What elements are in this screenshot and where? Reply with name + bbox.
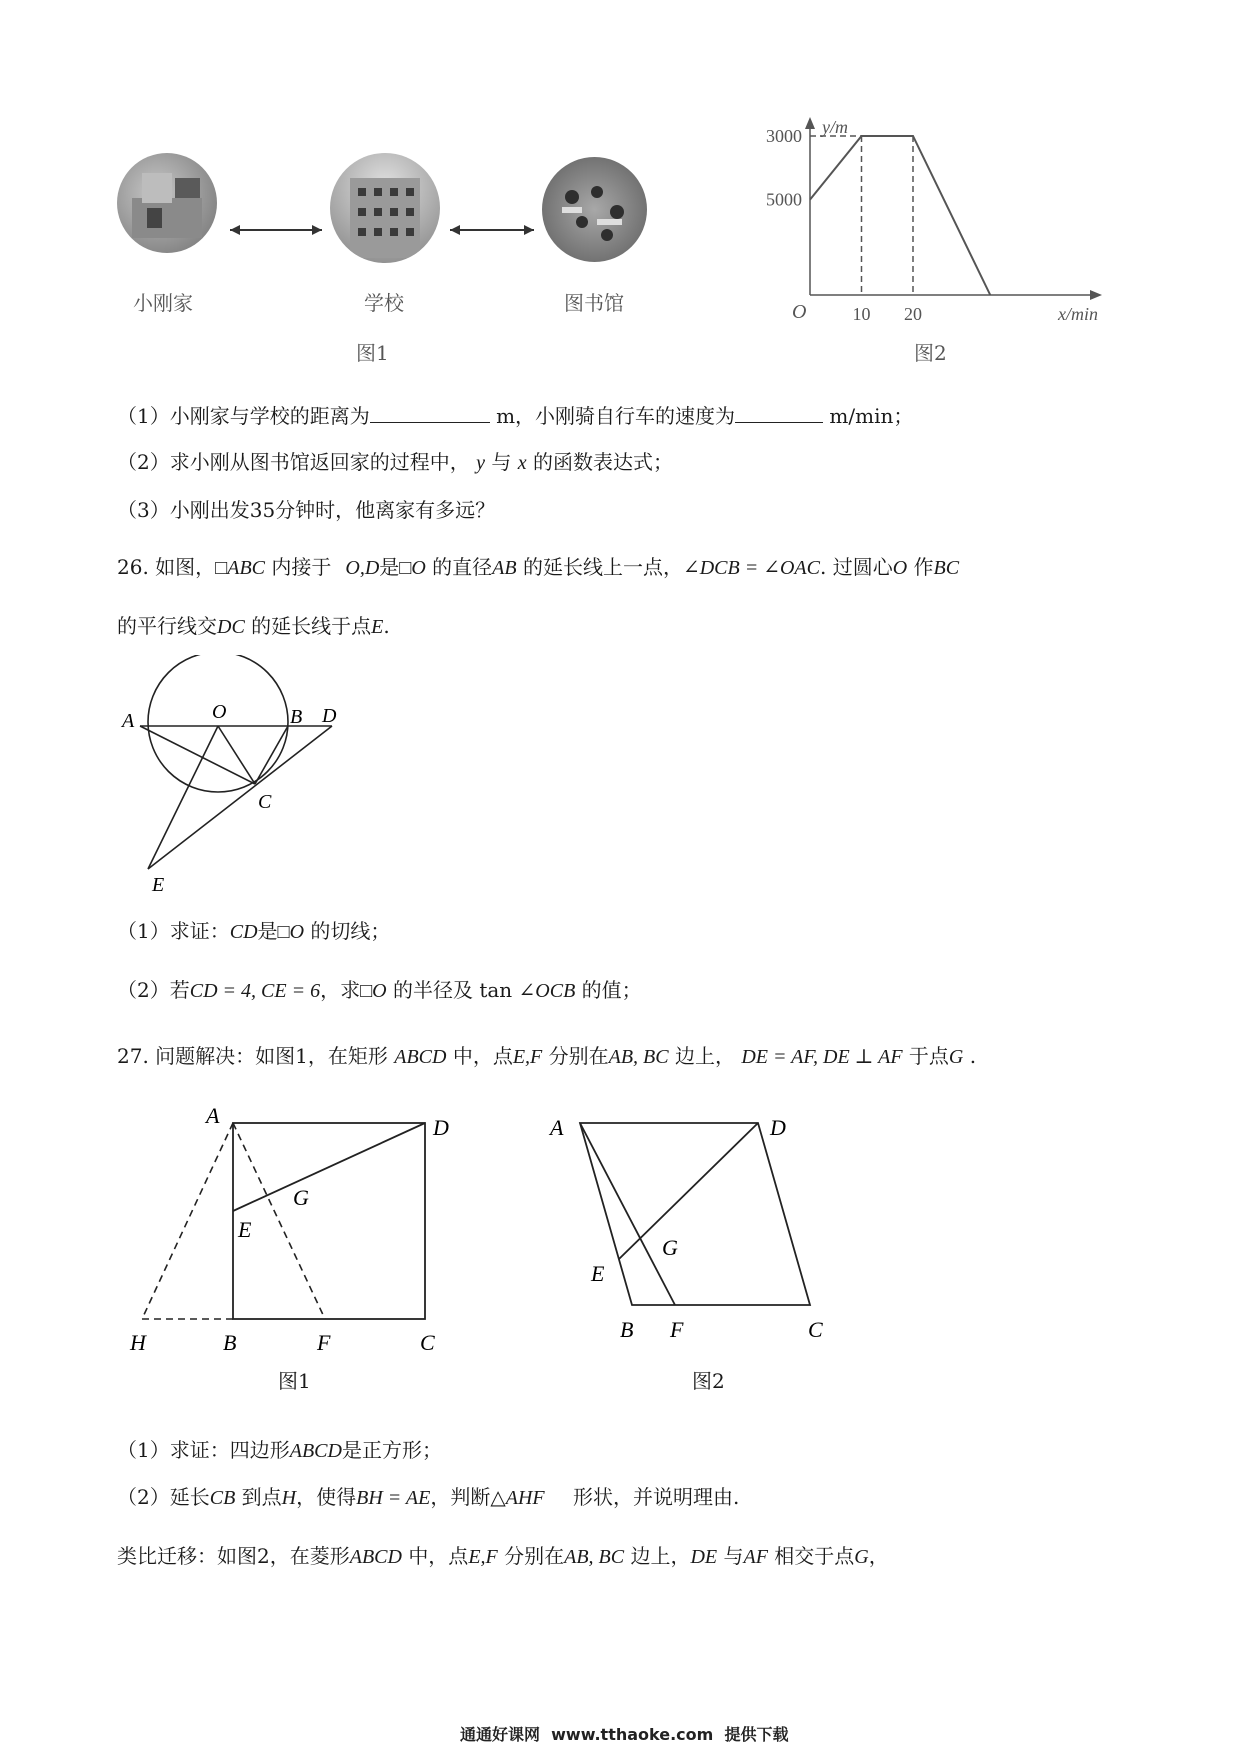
line-de-rhombus bbox=[619, 1123, 758, 1259]
fig2-c-label: C bbox=[808, 1317, 823, 1342]
q26-l1-o: O bbox=[892, 557, 908, 579]
fig2-caption: 图2 bbox=[914, 341, 947, 365]
q26-l1-i: 作 bbox=[913, 555, 934, 579]
q27-p3-de: DE bbox=[690, 1546, 718, 1568]
x-axis-label: x/min bbox=[1058, 304, 1098, 324]
q27-part2 bbox=[117, 1483, 739, 1512]
point-d-label: D bbox=[322, 705, 337, 727]
q25-p1-a: （1）小刚家与学校的距离为 bbox=[117, 404, 370, 428]
q27-p2-b: 到点 bbox=[241, 1485, 282, 1509]
q26-part2 bbox=[117, 976, 642, 1005]
q27-p1-b: 是正方形； bbox=[341, 1438, 442, 1462]
y-axis-label: y/m bbox=[822, 117, 848, 137]
fig1-h-label: H bbox=[130, 1330, 146, 1350]
q27-p3-g: G bbox=[854, 1546, 869, 1568]
q26-p1-b: 是 bbox=[257, 919, 278, 943]
q27-p2-cb: CB bbox=[209, 1487, 236, 1509]
point-o-label: O bbox=[212, 701, 227, 723]
fig2-g-label: G bbox=[662, 1235, 678, 1260]
q27-p3-abcd: ABCD bbox=[349, 1546, 402, 1568]
q27-l1-b: 中，点 bbox=[452, 1044, 513, 1068]
q27-l1-abcd: ABCD bbox=[394, 1046, 447, 1068]
point-a-label: A bbox=[122, 710, 135, 732]
q26-p1-c: 的切线； bbox=[310, 919, 391, 943]
fig1-caption: 图1 bbox=[356, 341, 389, 365]
q27-l1-eq: DE = AF, DE ⊥ AF bbox=[741, 1046, 903, 1068]
q27-p3-f: 相交于点 bbox=[774, 1544, 855, 1568]
q27-p2-eq: BH = AE bbox=[356, 1487, 431, 1509]
q26-l1-eq: ∠DCB = ∠OAC bbox=[682, 557, 820, 579]
q26-l2-b: 的延长线于点 bbox=[251, 614, 372, 638]
fig1-f-label: F bbox=[317, 1330, 331, 1350]
x-axis-arrow bbox=[1090, 290, 1102, 300]
q27-l1-g: G bbox=[948, 1046, 964, 1068]
q26-l1-f: 的直径 bbox=[432, 555, 493, 579]
q26-circle-figure bbox=[100, 655, 360, 905]
series-line bbox=[810, 136, 990, 295]
q26-l1-g: 的延长线上一点， bbox=[522, 555, 683, 579]
x-tick-label-10: 10 bbox=[852, 304, 871, 324]
q27-p3-a: 类比迁移：如图2，在菱形 bbox=[117, 1544, 350, 1568]
q25-p1-unit1: m，小刚骑自行车的速度为 bbox=[496, 404, 736, 428]
q27-p2-tri: △AHF bbox=[490, 1487, 545, 1509]
q27-fig1-caption: 图1 bbox=[278, 1369, 311, 1393]
q25-p2-a: （2）求小刚从图书馆返回家的过程中， bbox=[117, 450, 470, 474]
q26-p2-d: 的值； bbox=[581, 978, 642, 1002]
y-axis-arrow bbox=[805, 117, 815, 129]
line-ac bbox=[140, 726, 255, 784]
q26-l1-a: 26. 如图， bbox=[117, 555, 216, 579]
q26-l1-c: O,D bbox=[345, 557, 380, 579]
q26-p2-ang: ∠OCB bbox=[518, 980, 576, 1002]
fig1-arrows bbox=[0, 0, 700, 300]
q26-l1-h: . 过圆心 bbox=[819, 555, 893, 579]
q26-line2 bbox=[117, 612, 390, 641]
line-ah-dashed bbox=[142, 1123, 233, 1319]
q27-p3-ef: E,F bbox=[468, 1546, 498, 1568]
q27-p2-c: ，使得 bbox=[296, 1485, 357, 1509]
q26-p2-b: ，求 bbox=[320, 978, 361, 1002]
q26-l2-a: 的平行线交 bbox=[117, 614, 217, 638]
q27-l1-c: 分别在 bbox=[548, 1044, 609, 1068]
label-school: 学校 bbox=[364, 291, 404, 315]
fig2-e-label: E bbox=[591, 1261, 605, 1286]
fig1-e-label: E bbox=[238, 1217, 252, 1242]
point-e-label: E bbox=[152, 874, 165, 896]
q27-l1-e: 于点 bbox=[908, 1044, 949, 1068]
q26-p2-c: 的半径及 tan bbox=[392, 978, 513, 1002]
answer-blank-speed[interactable] bbox=[735, 402, 823, 423]
q25-p2-b: 与 bbox=[491, 450, 512, 474]
q26-p2-a: （2）若 bbox=[117, 978, 190, 1002]
line-de bbox=[148, 726, 332, 869]
point-b-label: B bbox=[290, 706, 303, 728]
q27-p2-a: （2）延长 bbox=[117, 1485, 210, 1509]
q26-l1-b: 内接于 bbox=[271, 555, 332, 579]
line-ed bbox=[233, 1123, 425, 1211]
q25-p2-c: 的函数表达式； bbox=[532, 450, 673, 474]
q27-p3-e: 与 bbox=[723, 1544, 744, 1568]
q25-p2-y: y bbox=[476, 452, 485, 474]
q27-l1-d: 边上， bbox=[674, 1044, 735, 1068]
q27-l1-a: 27. 问题解决：如图1，在矩形 bbox=[117, 1044, 388, 1068]
distance-time-chart bbox=[740, 115, 1120, 365]
fig1-b-label: B bbox=[223, 1330, 237, 1350]
q27-p3-c: 分别在 bbox=[504, 1544, 565, 1568]
answer-blank-distance[interactable] bbox=[370, 402, 490, 423]
q27-l1-sides: AB, BC bbox=[608, 1046, 669, 1068]
fig1-g-label: G bbox=[293, 1185, 309, 1210]
q27-part3 bbox=[117, 1542, 889, 1571]
q27-fig2-caption: 图2 bbox=[692, 1369, 725, 1393]
fig1-c-label: C bbox=[420, 1330, 435, 1350]
square-abcd bbox=[233, 1123, 425, 1319]
q27-p3-d: 边上， bbox=[630, 1544, 691, 1568]
q26-l1-tri: □ABC bbox=[215, 557, 266, 579]
q27-figure-2-rhombus bbox=[545, 1105, 845, 1350]
q27-p3-b: 中，点 bbox=[408, 1544, 469, 1568]
q26-p2-eq: CD = 4, CE = 6 bbox=[189, 980, 321, 1002]
q26-p1-cd: CD bbox=[229, 921, 258, 943]
fig1-d-label: D bbox=[433, 1115, 449, 1140]
q26-line1 bbox=[117, 553, 959, 582]
q26-p1-a: （1）求证： bbox=[117, 919, 230, 943]
fig1-a-label: A bbox=[206, 1105, 220, 1128]
q27-p3-h: ， bbox=[868, 1544, 889, 1568]
q25-part3: （3）小刚出发35分钟时，他离家有多远？ bbox=[117, 498, 496, 522]
y-tick-label-3000: 5000 bbox=[766, 189, 802, 210]
q27-p3-sides: AB, BC bbox=[564, 1546, 625, 1568]
fig2-a-label: A bbox=[550, 1115, 564, 1140]
q26-l1-d: 是 bbox=[379, 555, 400, 579]
q26-l1-bc: BC bbox=[933, 557, 960, 579]
q25-p1-unit2: m/min； bbox=[829, 404, 914, 428]
fig2-b-label: B bbox=[620, 1317, 634, 1342]
label-home: 小刚家 bbox=[133, 291, 193, 315]
q27-part1 bbox=[117, 1436, 442, 1465]
footer-text: 通通好课网 www.tthaoke.com 提供下载 bbox=[460, 1725, 789, 1744]
q27-p2-d: ，判断 bbox=[430, 1485, 491, 1509]
q25-part1 bbox=[117, 402, 913, 430]
fig2-f-label: F bbox=[670, 1317, 684, 1342]
rhombus-abcd bbox=[580, 1123, 810, 1305]
line-bc bbox=[255, 726, 288, 784]
q27-p2-h: H bbox=[281, 1487, 297, 1509]
q27-p1-abcd: ABCD bbox=[289, 1440, 342, 1462]
q25-part2 bbox=[117, 448, 673, 477]
fig2-d-label: D bbox=[770, 1115, 786, 1140]
q26-l2-c: . bbox=[383, 614, 390, 638]
q27-l1-ef: E,F bbox=[512, 1046, 543, 1068]
q27-p1-a: （1）求证：四边形 bbox=[117, 1438, 290, 1462]
q27-l1-f: . bbox=[969, 1044, 977, 1068]
q26-part1 bbox=[117, 917, 390, 946]
q27-figure-1-square bbox=[120, 1105, 480, 1350]
q26-l2-e: E bbox=[371, 616, 384, 638]
q26-l2-dc: DC bbox=[217, 616, 245, 638]
q27-p3-af: AF bbox=[743, 1546, 768, 1568]
label-library: 图书馆 bbox=[564, 291, 624, 315]
q27-p2-e: 形状，并说明理由. bbox=[572, 1485, 740, 1509]
q26-l1-e: □O bbox=[399, 557, 426, 579]
q26-p1-o: □O bbox=[277, 921, 305, 943]
point-c-label: C bbox=[258, 791, 272, 813]
q26-p2-o: □O bbox=[360, 980, 387, 1002]
origin-label: O bbox=[792, 301, 807, 323]
q27-line1 bbox=[117, 1042, 976, 1071]
circle-o bbox=[148, 655, 288, 792]
x-tick-label-20: 20 bbox=[904, 304, 922, 324]
q26-l1-ab: AB bbox=[492, 557, 517, 579]
q25-p2-x: x bbox=[517, 452, 527, 474]
y-tick-label-5000: 3000 bbox=[766, 126, 802, 146]
